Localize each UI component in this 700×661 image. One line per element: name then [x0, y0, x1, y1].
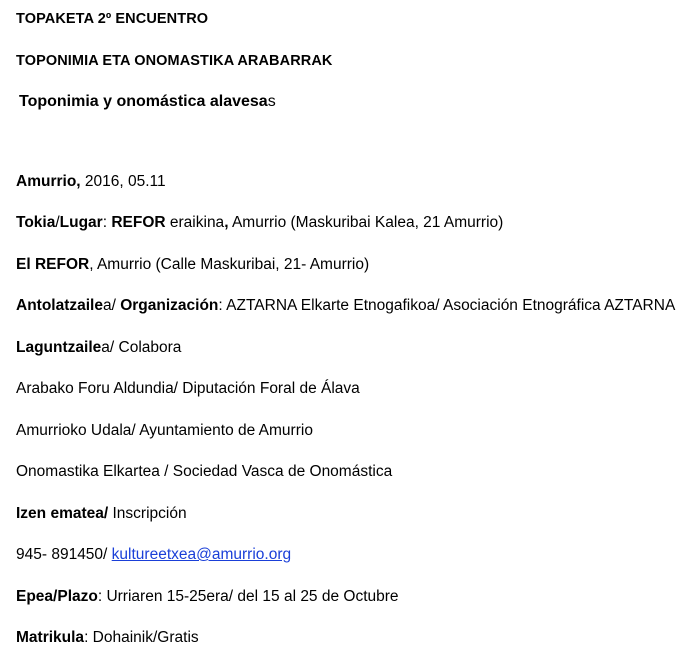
fee-line: [16, 628, 199, 648]
place-address: Amurrio (Maskuribai Kalea, 21 Amurrio): [228, 214, 504, 231]
registration-value: Inscripción: [108, 505, 187, 522]
place-label-eu: Tokia: [16, 214, 56, 231]
title-spanish-main: Toponimia y onomástica alavesa: [19, 93, 268, 110]
collaborator-label: Laguntzaile: [16, 339, 102, 356]
organizer-label-eu: Antolatzaile: [16, 297, 103, 314]
place-es-address: , Amurrio (Calle Maskuribai, 21- Amurrio): [89, 256, 370, 273]
collaborator-item: Amurrioko Udala/ Ayuntamiento de Amurrio: [16, 422, 313, 439]
date-label: Amurrio,: [16, 173, 81, 190]
collaborator-item: Arabako Foru Aldundia/ Diputación Foral de Álava: [16, 380, 360, 397]
deadline-line: [16, 587, 399, 607]
place-venue-text: eraikina: [165, 214, 225, 231]
collaborator-item: Onomastika Elkartea / Sociedad Vasca de Onomástica: [16, 463, 393, 480]
organizer-label-tail: a/: [102, 297, 121, 314]
title-spanish-tail: s: [267, 93, 276, 110]
organizer-line: [16, 296, 675, 316]
contact-line: [16, 545, 291, 565]
fee-label: Matrikula: [16, 629, 85, 646]
registration-label: Izen ematea/: [16, 505, 109, 522]
title-encounter: TOPAKETA 2º ENCUENTRO: [16, 11, 209, 27]
contact-email-link[interactable]: kultureetxea@amurrio.org: [111, 546, 292, 563]
place-es-line: [16, 255, 369, 275]
collaborator-line: [16, 338, 181, 358]
place-sep: /: [55, 214, 60, 231]
organizer-label-es: Organización: [120, 297, 219, 314]
place-line: [16, 213, 503, 233]
fee-value: : Dohainik/Gratis: [84, 629, 199, 646]
place-label-es: Lugar: [59, 214, 103, 231]
deadline-value: : Urriaren 15-25era/ del 15 al 25 de Octubre: [97, 588, 399, 605]
registration-line: [16, 504, 187, 524]
title-basque: TOPONIMIA ETA ONOMASTIKA ARABARRAK: [16, 53, 333, 69]
contact-phone: 945- 891450/: [16, 546, 112, 563]
deadline-label: Epea/Plazo: [16, 588, 98, 605]
organizer-value: : AZTARNA Elkarte Etnogafikoa/ Asociación Etnográfica AZTARNA: [218, 297, 676, 314]
title-spanish: [19, 92, 276, 112]
collaborator-label-tail: a/ Colabora: [101, 339, 182, 356]
date-value: 2016, 05.11: [80, 173, 166, 190]
place-colon: :: [102, 214, 112, 231]
date-line: [16, 172, 166, 192]
place-venue: REFOR: [111, 214, 166, 231]
place-comma: ,: [224, 214, 229, 231]
place-es-label: El REFOR: [16, 256, 90, 273]
